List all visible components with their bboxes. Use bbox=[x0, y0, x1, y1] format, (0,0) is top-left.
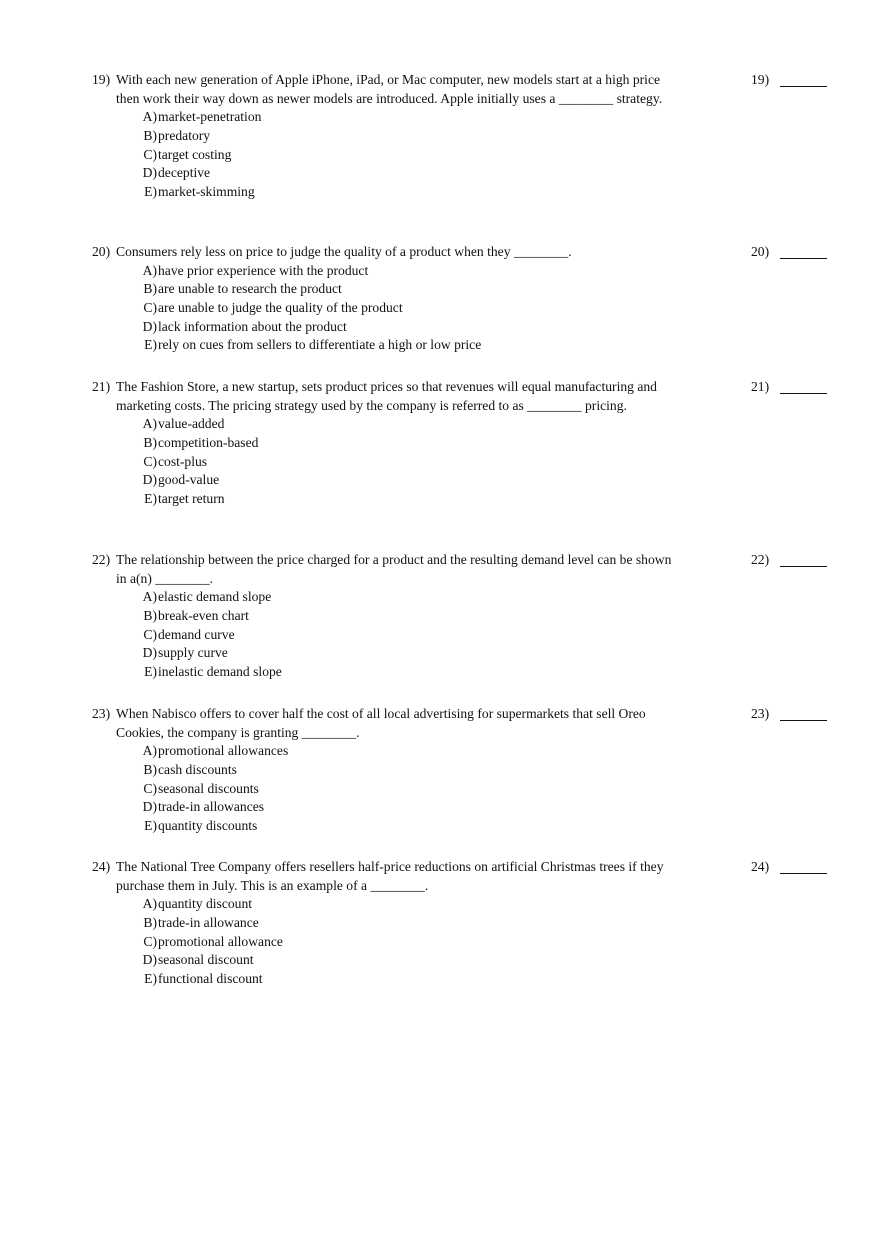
option-letter: E) bbox=[144, 491, 157, 507]
option-d[interactable] bbox=[137, 644, 832, 663]
option-a[interactable] bbox=[137, 108, 832, 127]
question-21 bbox=[92, 378, 832, 509]
question-stem-row bbox=[92, 378, 832, 415]
option-letter: A) bbox=[142, 896, 157, 912]
option-text: market-penetration bbox=[158, 109, 262, 125]
option-text: cash discounts bbox=[158, 762, 237, 778]
option-text: value-added bbox=[158, 416, 225, 432]
option-letter: B) bbox=[143, 608, 157, 624]
option-letter: D) bbox=[142, 799, 157, 815]
answer-blank[interactable] bbox=[751, 705, 769, 724]
option-b[interactable] bbox=[137, 607, 832, 626]
question-stem-row bbox=[92, 705, 832, 742]
option-text: target costing bbox=[158, 146, 232, 162]
question-19 bbox=[92, 71, 832, 202]
option-c[interactable] bbox=[137, 453, 832, 472]
question-23 bbox=[92, 705, 832, 836]
option-text: functional discount bbox=[158, 971, 263, 987]
option-letter: A) bbox=[142, 743, 157, 759]
option-text: deceptive bbox=[158, 165, 211, 181]
option-letter: C) bbox=[143, 146, 157, 162]
option-text: have prior experience with the product bbox=[158, 262, 369, 278]
option-list bbox=[137, 895, 832, 988]
option-e[interactable] bbox=[137, 970, 832, 989]
option-d[interactable] bbox=[137, 798, 832, 817]
option-text: market-skimming bbox=[158, 184, 255, 200]
option-list bbox=[137, 108, 832, 201]
option-letter: E) bbox=[144, 664, 157, 680]
option-text: quantity discounts bbox=[158, 818, 258, 834]
option-text: target return bbox=[158, 491, 225, 507]
option-a[interactable] bbox=[137, 415, 832, 434]
option-letter: E) bbox=[144, 337, 157, 353]
option-a[interactable] bbox=[137, 895, 832, 914]
question-number: 23) bbox=[92, 706, 111, 721]
question-stem: Consumers rely less on price to judge the quality of a product when they ________. bbox=[116, 244, 572, 259]
option-letter: E) bbox=[144, 971, 157, 987]
option-e[interactable] bbox=[137, 336, 832, 355]
option-letter: C) bbox=[143, 626, 157, 642]
option-b[interactable] bbox=[137, 280, 832, 299]
option-text: are unable to research the product bbox=[158, 281, 342, 297]
option-letter: E) bbox=[144, 818, 157, 834]
answer-blank[interactable] bbox=[751, 551, 769, 570]
option-letter: D) bbox=[142, 645, 157, 661]
option-a[interactable] bbox=[137, 588, 832, 607]
option-letter: A) bbox=[142, 262, 157, 278]
option-text: competition-based bbox=[158, 435, 259, 451]
option-letter: A) bbox=[142, 416, 157, 432]
option-letter: C) bbox=[143, 933, 157, 949]
option-c[interactable] bbox=[137, 933, 832, 952]
question-stem-row bbox=[92, 243, 832, 262]
option-letter: D) bbox=[142, 165, 157, 181]
option-letter: C) bbox=[143, 780, 157, 796]
option-text: supply curve bbox=[158, 645, 228, 661]
option-b[interactable] bbox=[137, 127, 832, 146]
option-letter: A) bbox=[142, 589, 157, 605]
option-list bbox=[137, 588, 832, 681]
option-list bbox=[137, 742, 832, 835]
option-text: promotional allowance bbox=[158, 933, 283, 949]
option-letter: B) bbox=[143, 435, 157, 451]
option-b[interactable] bbox=[137, 914, 832, 933]
answer-blank[interactable] bbox=[751, 71, 769, 90]
option-text: trade-in allowances bbox=[158, 799, 265, 815]
option-letter: C) bbox=[143, 453, 157, 469]
question-stem-row bbox=[92, 71, 832, 108]
answer-number: 19) bbox=[751, 72, 770, 87]
option-d[interactable] bbox=[137, 164, 832, 183]
answer-blank[interactable] bbox=[751, 243, 769, 262]
answer-number: 21) bbox=[751, 379, 770, 394]
answer-blank[interactable] bbox=[751, 858, 769, 877]
question-20 bbox=[92, 243, 832, 355]
option-letter: B) bbox=[143, 128, 157, 144]
answer-blank[interactable] bbox=[751, 378, 769, 397]
answer-number: 22) bbox=[751, 552, 770, 567]
option-text: seasonal discounts bbox=[158, 780, 259, 796]
option-letter: D) bbox=[142, 952, 157, 968]
answer-line bbox=[780, 393, 827, 394]
option-e[interactable] bbox=[137, 490, 832, 509]
question-number: 24) bbox=[92, 859, 111, 874]
option-e[interactable] bbox=[137, 663, 832, 682]
option-e[interactable] bbox=[137, 183, 832, 202]
option-text: demand curve bbox=[158, 626, 235, 642]
option-d[interactable] bbox=[137, 318, 832, 337]
answer-line bbox=[780, 720, 827, 721]
option-text: trade-in allowance bbox=[158, 915, 259, 931]
option-list bbox=[137, 415, 832, 508]
option-text: inelastic demand slope bbox=[158, 664, 282, 680]
option-b[interactable] bbox=[137, 434, 832, 453]
option-d[interactable] bbox=[137, 951, 832, 970]
question-22 bbox=[92, 551, 832, 682]
option-letter: B) bbox=[143, 281, 157, 297]
question-stem: With each new generation of Apple iPhone, iPad, or Mac computer, new models start at a high price then work their way down as newer models are introduced. Apple initially uses a ________ strategy. bbox=[116, 72, 663, 106]
option-c[interactable] bbox=[137, 626, 832, 645]
option-c[interactable] bbox=[137, 299, 832, 318]
answer-line bbox=[780, 86, 827, 87]
option-text: promotional allowances bbox=[158, 743, 289, 759]
option-letter: A) bbox=[142, 109, 157, 125]
option-b[interactable] bbox=[137, 761, 832, 780]
question-stem: The National Tree Company offers resellers half-price reductions on artificial Christmas trees if they purchase them in July. This is an example of a ________. bbox=[116, 859, 664, 893]
question-number: 21) bbox=[92, 379, 111, 394]
option-d[interactable] bbox=[137, 471, 832, 490]
answer-line bbox=[780, 258, 827, 259]
question-stem: When Nabisco offers to cover half the cost of all local advertising for supermarkets that sell Oreo Cookies, the company is granting ________. bbox=[116, 706, 646, 740]
answer-number: 20) bbox=[751, 244, 770, 259]
option-letter: B) bbox=[143, 915, 157, 931]
option-letter: C) bbox=[143, 300, 157, 316]
question-stem: The Fashion Store, a new startup, sets product prices so that revenues will equal manufacturing and marketing costs. The pricing strategy used by the company is referred to as ________ pricing. bbox=[116, 379, 657, 413]
answer-number: 24) bbox=[751, 859, 770, 874]
question-number: 19) bbox=[92, 72, 111, 87]
option-a[interactable] bbox=[137, 742, 832, 761]
option-text: seasonal discount bbox=[158, 952, 254, 968]
question-stem-row bbox=[92, 858, 832, 895]
option-text: break-even chart bbox=[158, 608, 249, 624]
option-text: lack information about the product bbox=[158, 318, 347, 334]
option-c[interactable] bbox=[137, 780, 832, 799]
question-stem-row bbox=[92, 551, 832, 588]
question-number: 20) bbox=[92, 244, 111, 259]
option-letter: B) bbox=[143, 762, 157, 778]
question-number: 22) bbox=[92, 552, 111, 567]
question-stem: The relationship between the price charged for a product and the resulting demand level can be shown in a(n) ________. bbox=[116, 552, 672, 586]
option-letter: D) bbox=[142, 472, 157, 488]
option-c[interactable] bbox=[137, 146, 832, 165]
option-letter: D) bbox=[142, 318, 157, 334]
option-e[interactable] bbox=[137, 817, 832, 836]
option-text: cost-plus bbox=[158, 453, 208, 469]
option-text: good-value bbox=[158, 472, 220, 488]
option-text: predatory bbox=[158, 128, 211, 144]
option-text: rely on cues from sellers to differentiate a high or low price bbox=[158, 337, 482, 353]
answer-number: 23) bbox=[751, 706, 770, 721]
question-24 bbox=[92, 858, 832, 989]
answer-line bbox=[780, 873, 827, 874]
option-text: quantity discount bbox=[158, 896, 253, 912]
option-a[interactable] bbox=[137, 262, 832, 281]
option-letter: E) bbox=[144, 184, 157, 200]
option-text: are unable to judge the quality of the product bbox=[158, 300, 403, 316]
option-list bbox=[137, 262, 832, 355]
option-text: elastic demand slope bbox=[158, 589, 272, 605]
answer-line bbox=[780, 566, 827, 567]
